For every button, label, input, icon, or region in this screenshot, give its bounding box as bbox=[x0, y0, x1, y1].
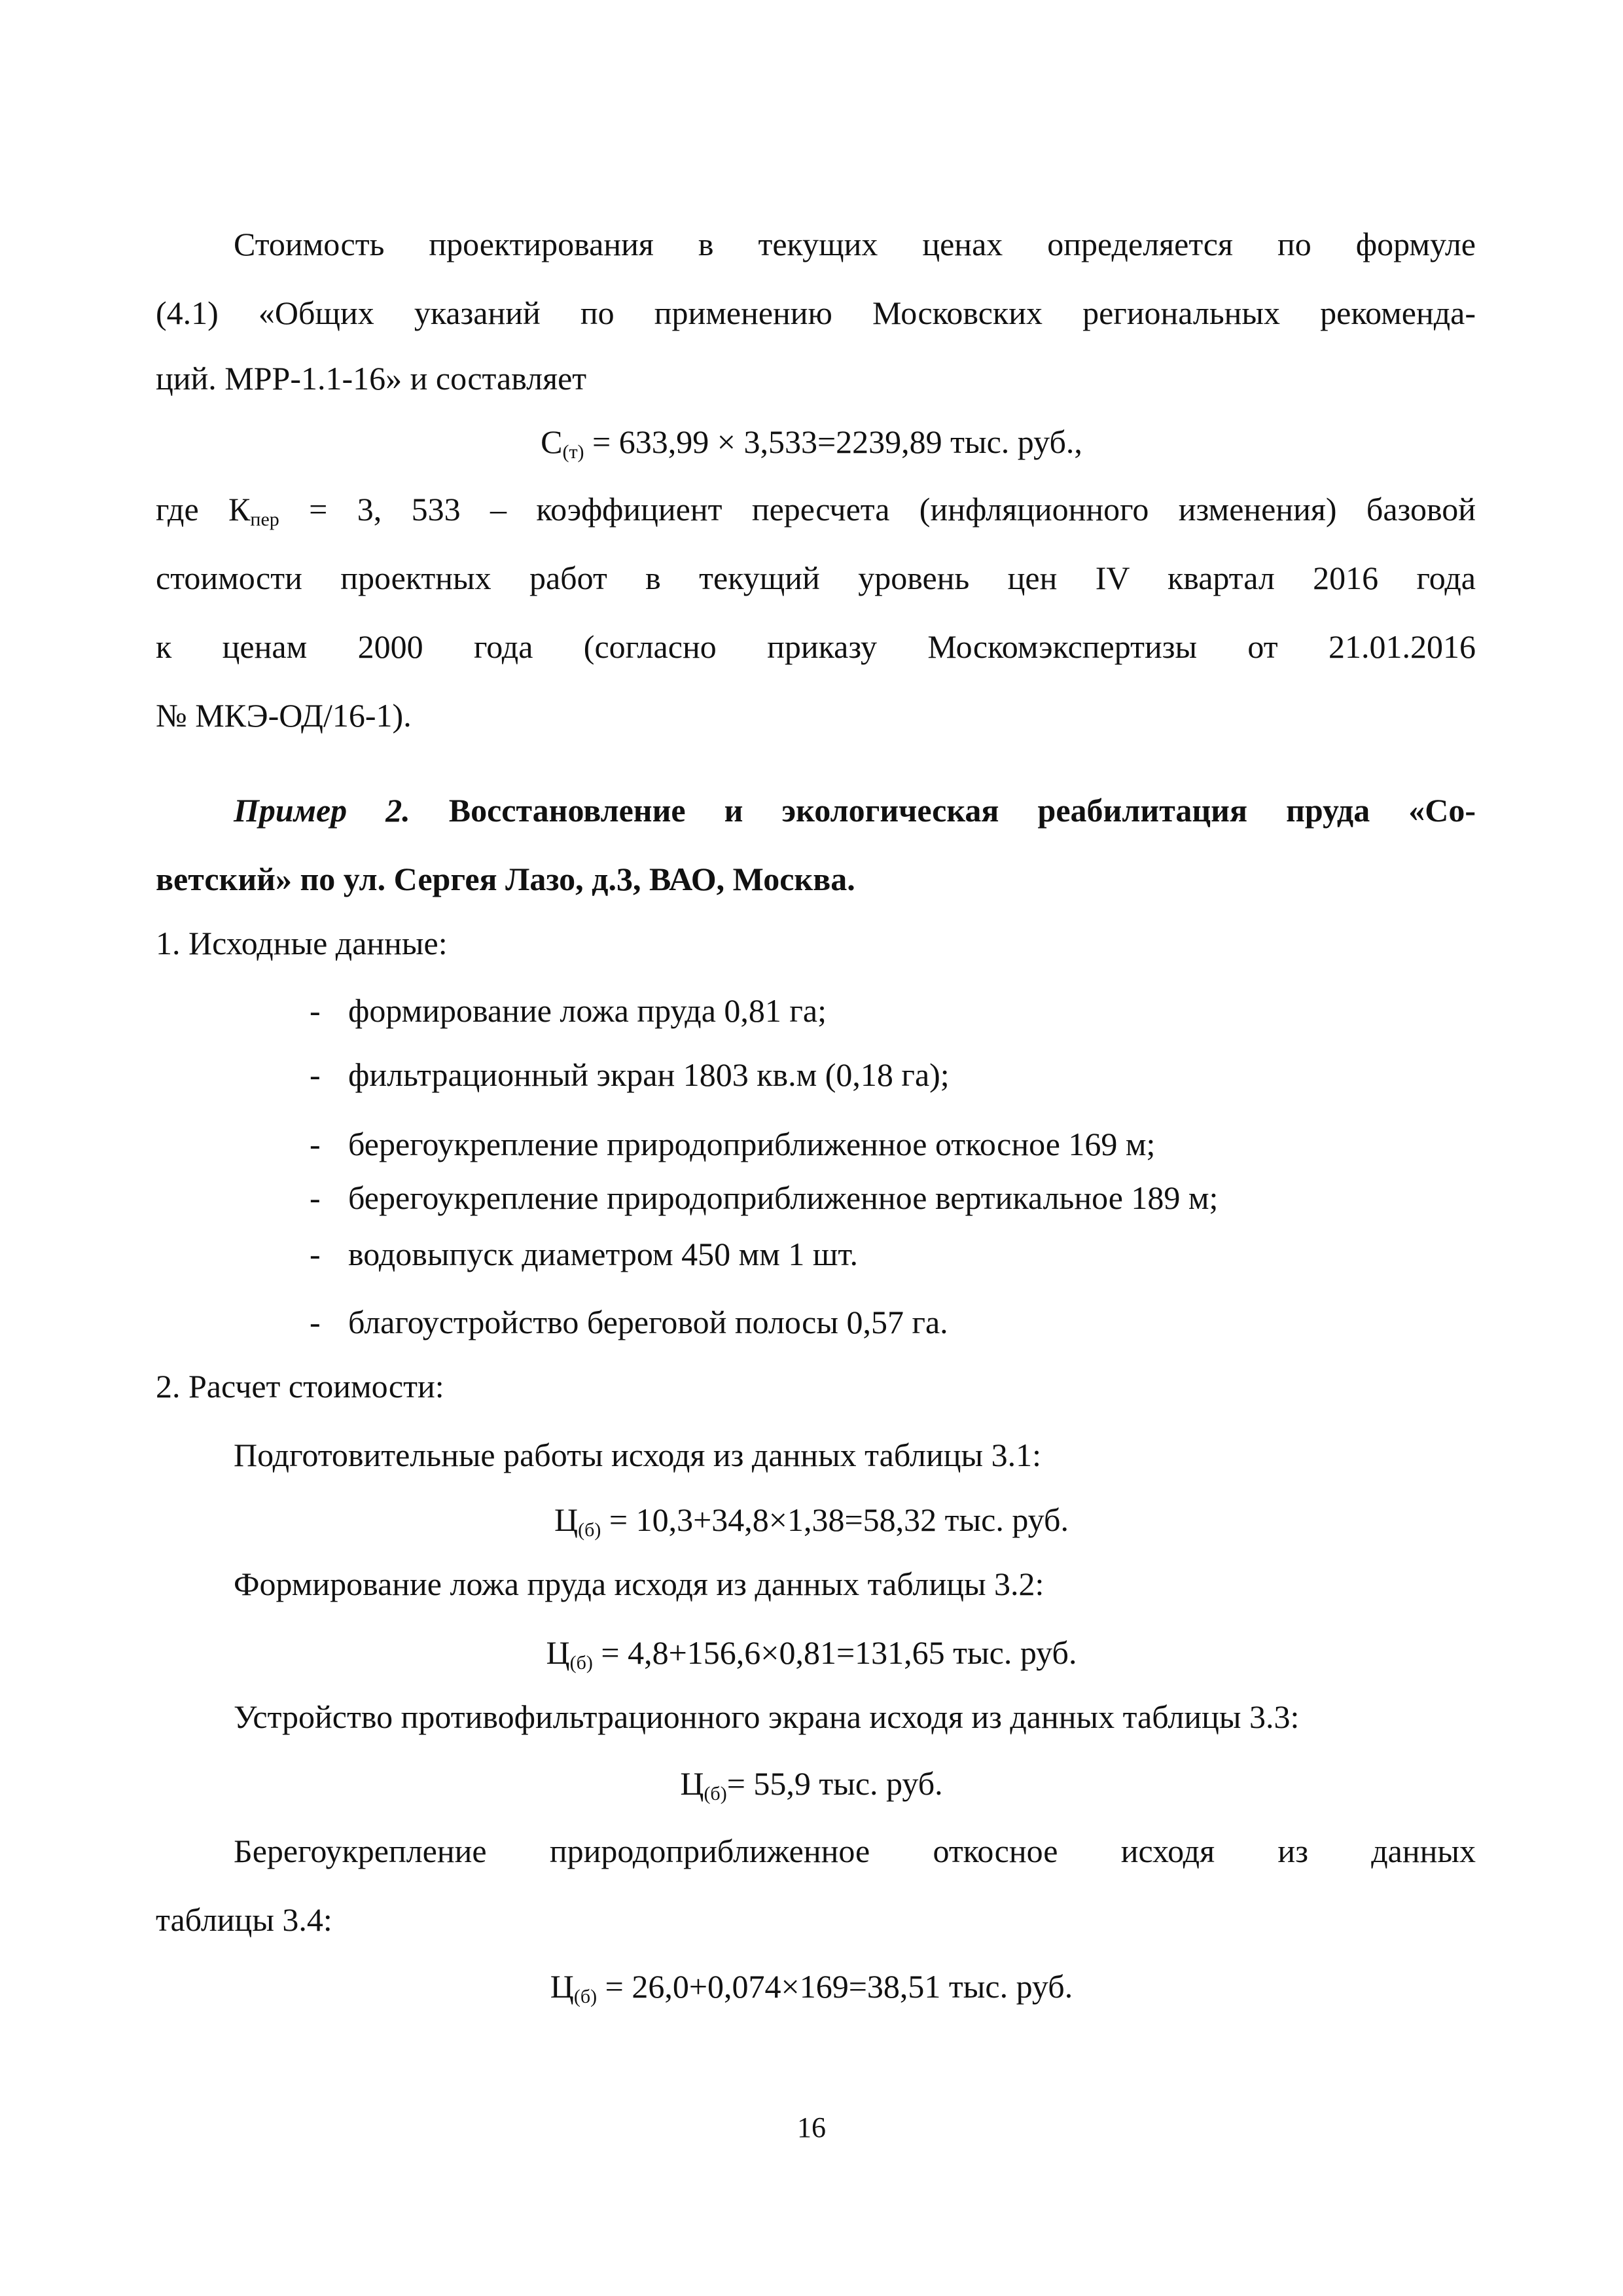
price-subscript: (б) bbox=[569, 1652, 593, 1674]
list-item-text: благоустройство береговой полосы 0,57 га. bbox=[348, 1304, 948, 1340]
paragraph-2-line-1 bbox=[156, 490, 1476, 529]
coef-text: = 3, 533 – коэффициент пересчета (инфляционного изменения) базовой bbox=[279, 491, 1476, 528]
list-dash: - bbox=[310, 1304, 321, 1340]
paragraph-1-line-2: (4.1) «Общих указаний по применению Московских региональных рекоменда- bbox=[156, 295, 1476, 331]
price-symbol: Ц bbox=[554, 1501, 579, 1538]
list-dash: - bbox=[310, 1179, 321, 1216]
example-label: Пример 2. bbox=[234, 792, 410, 829]
price-symbol: Ц bbox=[680, 1765, 704, 1802]
formula-expression: = 633,99 × 3,533=2239,89 тыс. руб., bbox=[584, 423, 1082, 460]
calc-1-formula bbox=[0, 1500, 1623, 1539]
paragraph-2-line-4: № МКЭ-ОД/16-1). bbox=[156, 697, 412, 734]
section-2-heading: 2. Расчет стоимости: bbox=[156, 1368, 444, 1405]
list-dash: - bbox=[310, 992, 321, 1029]
coef-subscript: пер bbox=[250, 509, 279, 530]
calc-4-text-line-1: Берегоукрепление природоприближенное откосное исходя из данных bbox=[234, 1833, 1476, 1869]
paragraph-1-line-1: Стоимость проектирования в текущих ценах определяется по формуле bbox=[234, 226, 1476, 262]
formula-expression: = 4,8+156,6×0,81=131,65 тыс. руб. bbox=[592, 1634, 1077, 1671]
list-item-text: берегоукрепление природоприближенное вертикальное 189 м; bbox=[348, 1179, 1219, 1216]
formula-expression: = 55,9 тыс. руб. bbox=[726, 1765, 943, 1802]
example-title-line-2: ветский» по ул. Сергея Лазо, д.3, ВАО, Москва. bbox=[156, 861, 855, 897]
price-symbol: Ц bbox=[546, 1634, 570, 1671]
calc-3-formula bbox=[0, 1764, 1623, 1803]
price-symbol: Ц bbox=[550, 1968, 574, 2005]
paragraph-2-line-2: стоимости проектных работ в текущий уровень цен IV квартал 2016 года bbox=[156, 560, 1476, 596]
formula-expression: = 26,0+0,074×169=38,51 тыс. руб. bbox=[597, 1968, 1073, 2005]
formula-symbol: С bbox=[541, 423, 563, 460]
coef-symbol: где К bbox=[156, 491, 251, 528]
calc-1-text: Подготовительные работы исходя из данных таблицы 3.1: bbox=[234, 1437, 1041, 1473]
list-dash: - bbox=[310, 1236, 321, 1272]
calc-3-text: Устройство противофильтрационного экрана исходя из данных таблицы 3.3: bbox=[234, 1698, 1300, 1735]
formula-cost-current bbox=[0, 422, 1623, 461]
page-number: 16 bbox=[797, 2111, 826, 2144]
example-title-part: Восстановление и экологическая реабилитация пруда «Со- bbox=[410, 792, 1476, 829]
price-subscript: (б) bbox=[704, 1783, 727, 1804]
example-title-line-1 bbox=[234, 791, 1476, 830]
formula-subscript: (т) bbox=[562, 441, 584, 463]
paragraph-2-line-3: к ценам 2000 года (согласно приказу Москомэкспертизы от 21.01.2016 bbox=[156, 628, 1476, 665]
calc-2-text: Формирование ложа пруда исходя из данных таблицы 3.2: bbox=[234, 1566, 1044, 1602]
price-subscript: (б) bbox=[578, 1519, 601, 1541]
section-1-heading: 1. Исходные данные: bbox=[156, 925, 448, 961]
list-item-text: водовыпуск диаметром 450 мм 1 шт. bbox=[348, 1236, 858, 1272]
list-item-text: формирование ложа пруда 0,81 га; bbox=[348, 992, 827, 1029]
list-dash: - bbox=[310, 1126, 321, 1162]
list-item-text: берегоукрепление природоприближенное откосное 169 м; bbox=[348, 1126, 1156, 1162]
formula-expression: = 10,3+34,8×1,38=58,32 тыс. руб. bbox=[601, 1501, 1069, 1538]
calc-2-formula bbox=[0, 1633, 1623, 1672]
calc-4-formula bbox=[0, 1967, 1623, 2006]
list-item-text: фильтрационный экран 1803 кв.м (0,18 га); bbox=[348, 1056, 950, 1093]
price-subscript: (б) bbox=[573, 1986, 597, 2007]
list-dash: - bbox=[310, 1056, 321, 1093]
paragraph-1-line-3: ций. МРР-1.1-16» и составляет bbox=[156, 360, 587, 397]
calc-4-text-line-2: таблицы 3.4: bbox=[156, 1901, 332, 1938]
